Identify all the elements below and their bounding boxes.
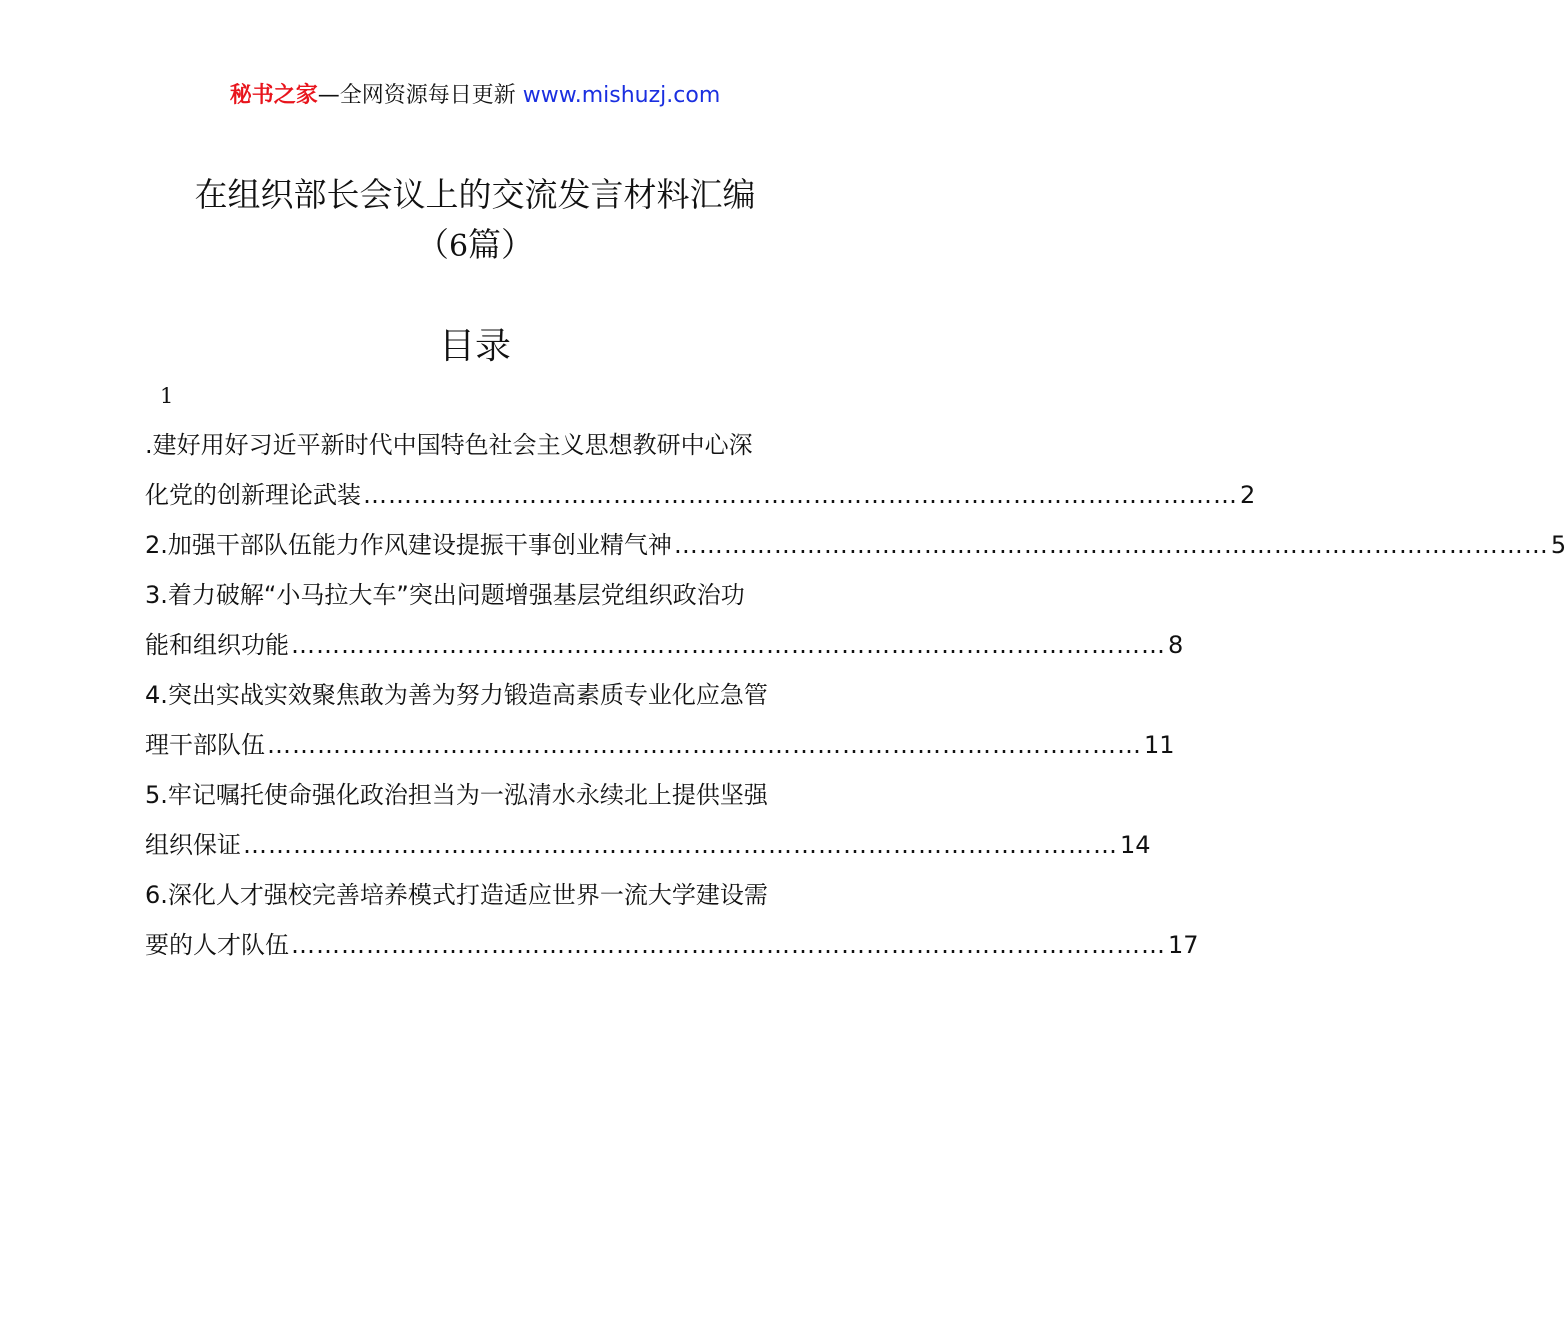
toc-item-3-line-2[interactable] xyxy=(145,620,1184,670)
banner-url-link[interactable]: www.mishuzj.com xyxy=(522,83,721,108)
toc-item-text: 4.突出实战实效聚焦敢为善为努力锻造高素质专业化应急管 xyxy=(145,681,768,709)
toc-item-text: 要的人才队伍 xyxy=(145,931,289,959)
toc-item-6-line-1[interactable] xyxy=(145,870,807,920)
subtitle-open-paren: （ xyxy=(415,225,449,264)
toc-page-number: 17 xyxy=(1168,931,1199,959)
toc-item-3-line-1[interactable] xyxy=(145,570,807,620)
subtitle-count: 6 xyxy=(448,229,469,264)
document-title: 在组织部长会议上的交流发言材料汇编 xyxy=(194,175,756,214)
toc-item-1-line-2[interactable] xyxy=(145,470,1256,520)
banner-tagline: —全网资源每日更新 xyxy=(317,83,523,108)
subtitle-rest: 篇） xyxy=(468,225,535,264)
toc-item-4-line-2[interactable] xyxy=(145,720,1175,770)
table-of-contents xyxy=(145,420,1566,970)
site-banner xyxy=(0,80,950,112)
toc-leader-dots: …………………………………………………………………………………………… xyxy=(291,631,1166,659)
toc-item-text: 组织保证 xyxy=(145,831,241,859)
document-subtitle xyxy=(0,222,950,270)
toc-leader-dots: …………………………………………………………………………………………… xyxy=(673,531,1549,559)
toc-item-5-line-2[interactable] xyxy=(145,820,1151,870)
toc-page-number: 14 xyxy=(1120,831,1151,859)
toc-item-text: 5.牢记嘱托使命强化政治担当为一泓清水永续北上提供坚强 xyxy=(145,781,768,809)
toc-page-number: 5 xyxy=(1550,531,1566,559)
toc-leader-dots: …………………………………………………………………………………………… xyxy=(291,931,1166,959)
toc-page-number: 11 xyxy=(1144,731,1175,759)
toc-page-number: 8 xyxy=(1168,631,1184,659)
toc-heading: 目录 xyxy=(438,326,511,367)
banner-brand: 秘书之家 xyxy=(229,83,318,108)
toc-item-text: 能和组织功能 xyxy=(145,631,289,659)
toc-leader-dots: …………………………………………………………………………………………… xyxy=(243,831,1118,859)
toc-item-text: 化党的创新理论武装 xyxy=(145,481,361,509)
toc-page-number: 2 xyxy=(1240,481,1256,509)
toc-item-2-line-1[interactable] xyxy=(145,520,1566,570)
toc-item-text: 6.深化人才强校完善培养模式打造适应世界一流大学建设需 xyxy=(145,881,768,909)
toc-first-item-number: 1 xyxy=(160,384,174,408)
toc-item-text: 3.着力破解“小马拉大车”突出问题增强基层党组织政治功 xyxy=(145,581,745,609)
toc-item-text: 理干部队伍 xyxy=(145,731,265,759)
toc-item-5-line-1[interactable] xyxy=(145,770,807,820)
toc-leader-dots: …………………………………………………………………………………………… xyxy=(363,481,1238,509)
toc-item-text: 2.加强干部队伍能力作风建设提振干事创业精气神 xyxy=(145,531,672,559)
toc-item-4-line-1[interactable] xyxy=(145,670,807,720)
toc-leader-dots: …………………………………………………………………………………………… xyxy=(267,731,1142,759)
toc-item-6-line-2[interactable] xyxy=(145,920,1199,970)
toc-item-text: .建好用好习近平新时代中国特色社会主义思想教研中心深 xyxy=(145,431,753,459)
toc-item-1-line-1[interactable] xyxy=(145,420,807,470)
